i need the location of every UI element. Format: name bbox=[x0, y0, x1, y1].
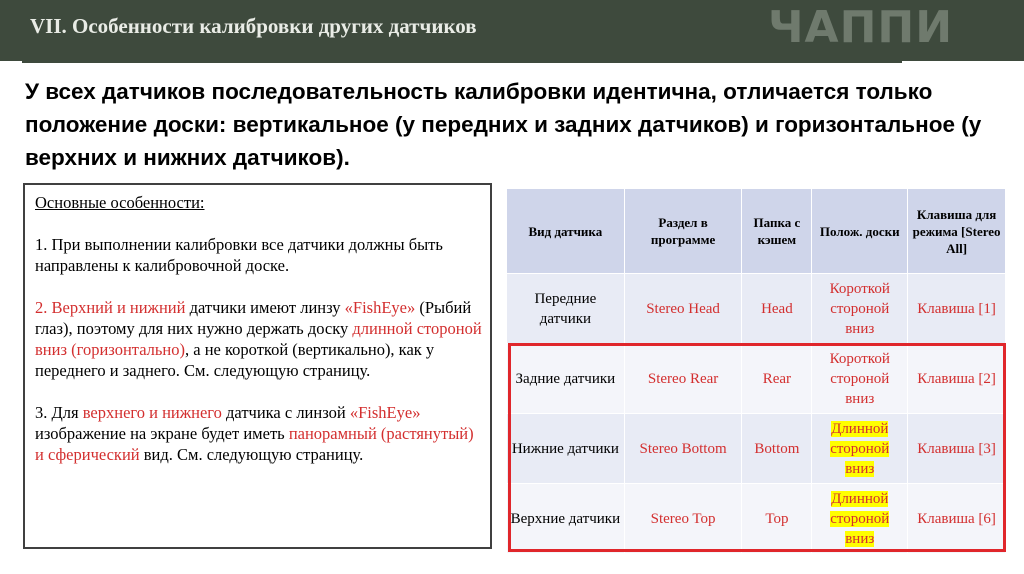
features-box bbox=[23, 183, 492, 549]
features-title: Основные особенности: bbox=[35, 193, 205, 212]
cell-mode-key: Клавиша [3] bbox=[908, 414, 1006, 484]
cell-sensor-type: Верхние датчики bbox=[507, 484, 625, 554]
feature-item-2 bbox=[35, 297, 482, 381]
cell-cache-folder: Rear bbox=[742, 344, 812, 414]
cell-cache-folder: Top bbox=[742, 484, 812, 554]
table-row bbox=[507, 274, 1006, 344]
brand-logo: ЧАППИ bbox=[768, 2, 954, 53]
cell-program-section: Stereo Bottom bbox=[624, 414, 742, 484]
sensor-calibration-table bbox=[506, 188, 1006, 554]
cell-cache-folder: Bottom bbox=[742, 414, 812, 484]
cell-sensor-type: Нижние датчики bbox=[507, 414, 625, 484]
table-header-row bbox=[507, 189, 1006, 274]
feature-2-highlight-a: 2. Верхний и нижний bbox=[35, 298, 186, 317]
feature-3-highlight-b: «FishEye» bbox=[349, 403, 421, 422]
cell-board-position bbox=[812, 414, 908, 484]
table-row bbox=[507, 484, 1006, 554]
feature-item-1: 1. При выполнении калибровки все датчики должны быть направлены к калибровочной доске. bbox=[35, 235, 443, 275]
feature-3-text-1: 3. Для bbox=[35, 403, 83, 422]
header-divider bbox=[22, 61, 902, 63]
highlighted-board-position: Длинной стороной вниз bbox=[830, 490, 890, 547]
cell-mode-key: Клавиша [1] bbox=[908, 274, 1006, 344]
cell-program-section: Stereo Top bbox=[624, 484, 742, 554]
highlighted-board-position: Длинной стороной вниз bbox=[830, 420, 890, 477]
feature-3-text-3: изображение на экране будет иметь bbox=[35, 424, 289, 443]
cell-mode-key: Клавиша [2] bbox=[908, 344, 1006, 414]
col-header-mode-key: Клавиша для режима [Stereo All] bbox=[908, 189, 1006, 274]
feature-3-highlight-a: верхнего и нижнего bbox=[82, 403, 222, 422]
cell-program-section: Stereo Rear bbox=[624, 344, 742, 414]
feature-3-text-2: датчика с линзой bbox=[221, 403, 350, 422]
cell-board-position: Короткой стороной вниз bbox=[812, 344, 908, 414]
col-header-program-section: Раздел в программе bbox=[624, 189, 742, 274]
cell-cache-folder: Head bbox=[742, 274, 812, 344]
feature-3-text-4: вид. См. следующую страницу. bbox=[139, 445, 364, 464]
cell-sensor-type: Передние датчики bbox=[507, 274, 625, 344]
table-row bbox=[507, 344, 1006, 414]
feature-3-highlight-c: панорамный (растянутый) и сферический bbox=[35, 424, 474, 464]
feature-item-3 bbox=[35, 402, 482, 465]
feature-2-text-2: (Рыбий глаз), поэтому для них нужно держать доску bbox=[35, 298, 472, 338]
col-header-sensor-type: Вид датчика bbox=[507, 189, 625, 274]
table-row bbox=[507, 414, 1006, 484]
cell-program-section: Stereo Head bbox=[624, 274, 742, 344]
slide-title: VII. Особенности калибровки других датчиков bbox=[30, 14, 477, 38]
cell-board-position bbox=[812, 484, 908, 554]
col-header-board-position: Полож. доски bbox=[812, 189, 908, 274]
col-header-cache-folder: Папка с кэшем bbox=[742, 189, 812, 274]
cell-board-position: Короткой стороной вниз bbox=[812, 274, 908, 344]
cell-sensor-type: Задние датчики bbox=[507, 344, 625, 414]
feature-2-text-1: датчики имеют линзу bbox=[185, 298, 345, 317]
cell-mode-key: Клавиша [6] bbox=[908, 484, 1006, 554]
feature-2-highlight-b: «FishEye» bbox=[344, 298, 416, 317]
feature-2-highlight-c: длинной стороной вниз (горизонтально) bbox=[35, 319, 482, 359]
feature-2-text-3: , а не короткой (вертикально), как у переднего и заднего. См. следующую страницу. bbox=[35, 340, 435, 380]
slide-header bbox=[0, 0, 1024, 61]
lead-paragraph: У всех датчиков последовательность калибровки идентична, отличается только положение доски: вертикальное (у передних и задних датчиков) и горизонтальное (у верхних и нижних датчиков). bbox=[25, 79, 982, 170]
